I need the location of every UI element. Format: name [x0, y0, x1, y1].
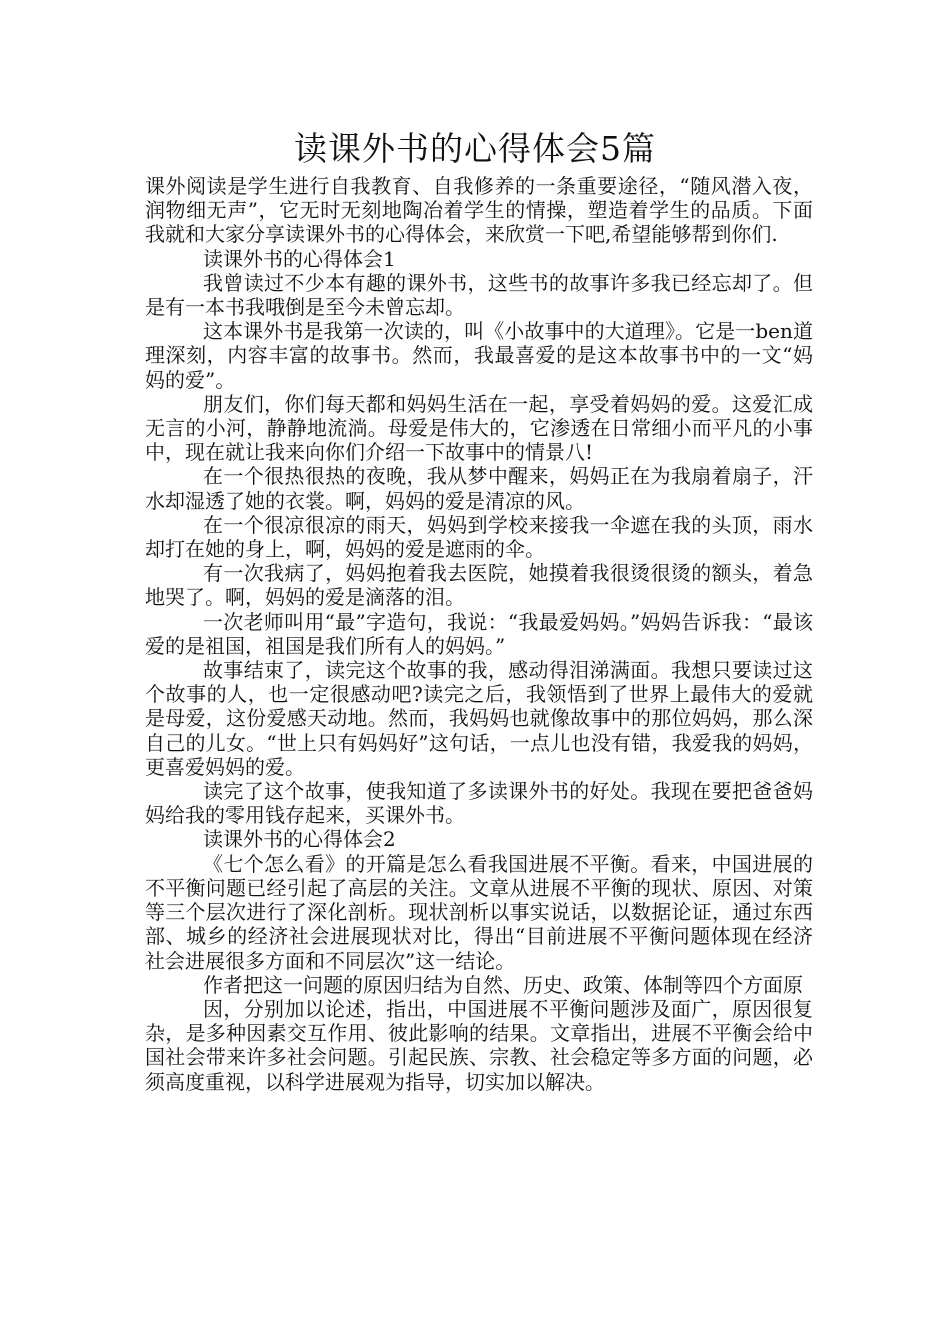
body-paragraph: 有一次我病了，妈妈抱着我去医院，她摸着我很烫很烫的额头，着急地哭了。啊，妈妈的爱是滴落的泪。: [145, 561, 813, 610]
section-heading: 读课外书的心得体会2: [203, 827, 396, 852]
body-paragraph: 我曾读过不少本有趣的课外书，这些书的故事许多我已经忘却了。但是有一本书我哦倒是至今未曾忘却。: [145, 270, 813, 320]
body-paragraph: 读完了这个故事，使我知道了多读课外书的好处。我现在要把爸爸妈妈给我的零用钱存起来，买课外书。: [145, 779, 813, 828]
body-paragraph: 一次老师叫用“最”字造句，我说：“我最爱妈妈。”妈妈告诉我：“最该爱的是祖国，祖国是我们所有人的妈妈。”: [145, 609, 813, 658]
body-paragraph: 作者把这一问题的原因归结为自然、历史、政策、体制等四个方面原: [203, 972, 803, 997]
body-paragraph: 在一个很热很热的夜晚，我从梦中醒来，妈妈正在为我扇着扇子，汗水却湿透了她的衣裳。啊，妈妈的爱是清凉的风。: [145, 464, 813, 513]
document-title: 读课外书的心得体会5篇: [294, 129, 656, 168]
body-paragraph: 《七个怎么看》的开篇是怎么看我国进展不平衡。看来，中国进展的不平衡问题已经引起了高层的关注。文章从进展不平衡的现状、原因、对策等三个层次进行了深化剖析。现状剖析以事实说话，以数据论证，通过东西部、城乡的经济社会进展现状对比，得出“目前进展不平衡问题体现在经济社会进展很多方面和不同层次”这一结论。: [145, 851, 813, 973]
body-paragraph: 故事结束了，读完这个故事的我，感动得泪涕满面。我想只要读过这个故事的人，也一定很感动吧?读完之后，我领悟到了世界上最伟大的爱就是母爱，这份爱感天动地。然而，我妈妈也就像故事中的那位妈妈，那么深自己的儿女。“世上只有妈妈好”这句话，一点儿也没有错，我爱我的妈妈，更喜爱妈妈的爱。: [145, 658, 813, 779]
section-heading: 读课外书的心得体会1: [203, 246, 396, 271]
intro-paragraph: 课外阅读是学生进行自我教育、自我修养的一条重要途径，“随风潜入夜，润物细无声”，它无时无刻地陶冶着学生的情操，塑造着学生的品质。下面我就和大家分享读课外书的心得体会，来欣赏一下吧,希望能够帮到你们.: [145, 174, 813, 247]
body-paragraph: 这本课外书是我第一次读的，叫《小故事中的大道理》。它是一ben道理深刻，内容丰富的故事书。然而，我最喜爱的是这本故事书中的一文“妈妈的爱”。: [145, 319, 813, 392]
body-paragraph: 在一个很凉很凉的雨天，妈妈到学校来接我一伞遮在我的头顶，雨水却打在她的身上，啊，妈妈的爱是遮雨的伞。: [145, 512, 813, 562]
body-paragraph: 朋友们，你们每天都和妈妈生活在一起，享受着妈妈的爱。这爱汇成无言的小河，静静地流淌。母爱是伟大的，它渗透在日常细小而平凡的小事中，现在就让我来向你们介绍一下故事中的情景八!: [145, 391, 813, 465]
document-body: [145, 174, 813, 1094]
body-paragraph: 因，分别加以论述，指出，中国进展不平衡问题涉及面广，原因很复杂，是多种因素交互作用、彼此影响的结果。文章指出，进展不平衡会给中国社会带来许多社会问题。引起民族、宗教、社会稳定等多方面的问题，必须高度重视，以科学进展观为指导，切实加以解决。: [145, 996, 813, 1094]
